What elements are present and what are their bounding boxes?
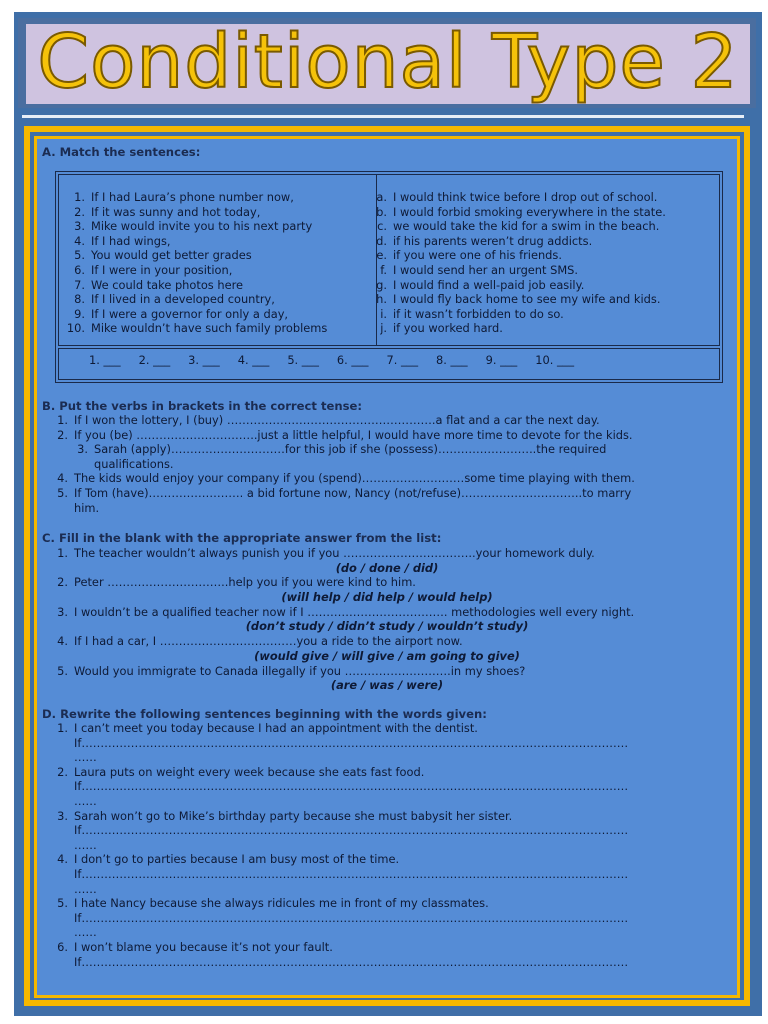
right-column [371,190,721,336]
item-number: 5. [57,485,68,500]
list-item [42,765,732,780]
item-number: 2. [57,427,68,442]
item-text: if you were one of his friends. [393,248,562,263]
item-number: 7. [74,277,85,292]
item-text: If I won the lottery, I (buy) ……………………………………………….a flat and a car the next day. [74,413,600,427]
rewrite-blank: If……………………………………………………………………………………………………………………………… [74,954,629,969]
rewrite-blank-tail: …… [74,837,97,852]
list-item [59,190,375,205]
item-text: I would find a well-paid job easily. [393,277,585,292]
item-text: Sarah (apply)…………………………for this job if she (possess)……………………..the required [94,442,607,457]
divider [22,115,744,118]
rewrite-blank: If……………………………………………………………………………………………………………………………… [74,910,629,925]
answer-blank: 9. ___ [485,353,518,367]
item-text: If I had Laura’s phone number now, [91,190,294,204]
answer-blank: 4. ___ [237,353,270,367]
rewrite-blank: If……………………………………………………………………………………………………………………………… [74,735,629,750]
list-item [42,896,732,911]
item-number: i. [380,306,387,321]
answer-blank: 7. ___ [386,353,419,367]
item-text: I wouldn’t be a qualified teacher now if I ………………………………. methodologies well every night. [74,604,635,619]
item-number: j. [380,321,387,336]
item-number: d. [376,233,387,248]
item-number: 6. [57,939,68,954]
list-item [59,307,375,322]
list-item [59,278,375,293]
list-item [371,278,721,293]
item-number: 1. [57,413,68,427]
item-text: Laura puts on weight every week because she eats fast food. [74,764,425,779]
answer-blank: 5. ___ [287,353,319,367]
list-item [59,234,375,249]
item-number: 9. [74,306,85,321]
list-item [42,852,732,867]
item-number: a. [376,190,387,204]
item-number: 2. [57,764,68,779]
item-number: 3. [77,442,88,457]
rewrite-blank-tail: …… [74,750,97,765]
item-text: I would forbid smoking everywhere in the state. [393,204,666,219]
item-text: You would get better grades [91,248,252,263]
item-text: if his parents weren’t drug addicts. [393,233,593,248]
item-text: If you (be) …………………………..just a little helpful, I would have more time to devote for the kids. [74,427,633,442]
list-item [42,501,732,516]
item-text: I won’t blame you because it’s not your fault. [74,939,333,954]
item-text: I don’t go to parties because I am busy most of the time. [74,852,400,867]
rewrite-blank: If……………………………………………………………………………………………………………………………… [74,866,629,881]
item-text: If I had wings, [91,233,171,248]
answer-blank: 6. ___ [336,353,369,367]
list-item [42,413,732,428]
rewrite-blank-tail: …… [74,925,97,940]
item-number [42,501,74,516]
item-text: If I were a governor for only a day, [91,306,289,321]
list-item [42,634,732,649]
list-item [59,248,375,263]
answer-options: (don’t study / didn’t study / wouldn’t study) [245,619,529,634]
answer-options: (will help / did help / would help) [281,589,493,604]
item-text: We could take photos here [91,277,244,292]
matching-table [55,171,723,383]
section-a-heading: A. Match the sentences: [42,145,201,159]
item-text: Would you immigrate to Canada illegally if you ……………………….in my shoes? [74,663,526,678]
answer-blank: 2. ___ [138,353,171,367]
list-item [371,263,721,278]
left-column [59,190,375,336]
list-item [42,605,732,620]
item-text: I can’t meet you today because I had an appointment with the dentist. [74,721,478,735]
rewrite-blank-tail: …… [74,881,97,896]
list-item [371,190,721,205]
list-item [59,219,375,234]
item-text: Mike wouldn’t have such family problems [91,321,328,336]
list-item [42,575,732,590]
item-number: f. [380,262,387,277]
item-number: 4. [57,852,68,867]
item-text: if you worked hard. [393,321,503,336]
item-number: 8. [74,292,85,307]
matching-table-body [58,174,720,346]
item-text: I would fly back home to see my wife and kids. [393,292,661,307]
item-number: 10. [66,321,85,336]
list-item [59,321,375,336]
item-number: 2. [74,204,85,219]
list-item [42,471,732,486]
item-text: Mike would invite you to his next party [91,219,313,234]
list-item [42,809,732,824]
list-item [59,263,375,278]
section-c-list [42,546,732,693]
list-item [42,486,732,501]
item-text: I would send her an urgent SMS. [393,262,579,277]
list-item [59,205,375,220]
item-number: h. [376,292,387,307]
item-number: 3. [57,604,68,619]
item-text: The kids would enjoy your company if you (spend)………………………some time playing with them. [74,471,635,486]
item-number [62,457,94,472]
section-c-heading: C. Fill in the blank with the appropriate answer from the list: [42,531,442,545]
item-text: If it was sunny and hot today, [91,204,261,219]
item-text: if it wasn’t forbidden to do so. [393,306,564,321]
item-number: 1. [57,721,68,735]
item-text: If I lived in a developed country, [91,292,275,307]
item-number: e. [376,248,387,263]
item-number: 5. [57,896,68,911]
title-box [26,19,750,105]
list-item [371,205,721,220]
list-item [42,940,732,955]
rewrite-blank: If……………………………………………………………………………………………………………………………… [74,779,629,794]
item-number: 5. [74,248,85,263]
item-number: 4. [57,471,68,486]
list-item [42,442,732,457]
item-text: I would think twice before I drop out of school. [393,190,658,204]
item-text: I hate Nancy because she always ridicules me in front of my classmates. [74,896,489,911]
answer-blanks [89,353,592,367]
list-item [371,234,721,249]
item-number: 1. [57,546,68,560]
item-text: Peter …………………………..help you if you were kind to him. [74,575,416,590]
answer-row [58,348,720,380]
item-text: him. [74,500,100,515]
answer-options: (do / done / did) [335,560,439,575]
answer-options: (would give / will give / am going to give) [254,648,520,663]
item-text: The teacher wouldn’t always punish you if you ……………………………..your homework duly. [74,546,595,560]
worksheet-title: Conditional Type 2 [37,19,739,105]
list-item [59,292,375,307]
list-item [371,292,721,307]
answer-blank: 10. ___ [535,353,575,367]
item-text: If Tom (have)……………………. a bid fortune now, Nancy (not/refuse)…………………………..to marry [74,485,632,500]
answer-options: (are / was / were) [330,678,444,693]
section-d-heading: D. Rewrite the following sentences beginning with the words given: [42,707,487,721]
answer-blank: 3. ___ [188,353,220,367]
item-text: we would take the kid for a swim in the beach. [393,219,660,234]
item-number: 6. [74,262,85,277]
list-item [42,664,732,679]
list-item [42,457,732,472]
item-text: If I were in your position, [91,262,233,277]
item-number: 2. [57,575,68,590]
item-number: 4. [74,233,85,248]
item-number: 3. [57,808,68,823]
section-b-list [42,413,732,515]
item-number: g. [376,277,387,292]
list-item [371,307,721,322]
answer-blank: 1. ___ [89,353,121,367]
rewrite-blank-tail: …… [74,793,97,808]
item-number: 5. [57,663,68,678]
item-text: qualifications. [94,456,174,471]
list-item [42,428,732,443]
list-item [42,721,732,736]
list-item [371,321,721,336]
item-number: 3. [74,219,85,234]
rewrite-blank: If……………………………………………………………………………………………………………………………… [74,823,629,838]
item-text: Sarah won’t go to Mike’s birthday party because she must babysit her sister. [74,808,513,823]
list-item [42,546,732,561]
answer-blank: 8. ___ [436,353,468,367]
list-item [371,248,721,263]
item-number: 1. [74,190,85,204]
section-b-heading: B. Put the verbs in brackets in the correct tense: [42,399,362,413]
item-number: b. [376,204,387,219]
item-text: If I had a car, I ………………………………you a ride to the airport now. [74,634,463,649]
list-item [371,219,721,234]
item-number: 4. [57,634,68,649]
section-d-list [42,721,732,969]
item-number: c. [377,219,387,234]
